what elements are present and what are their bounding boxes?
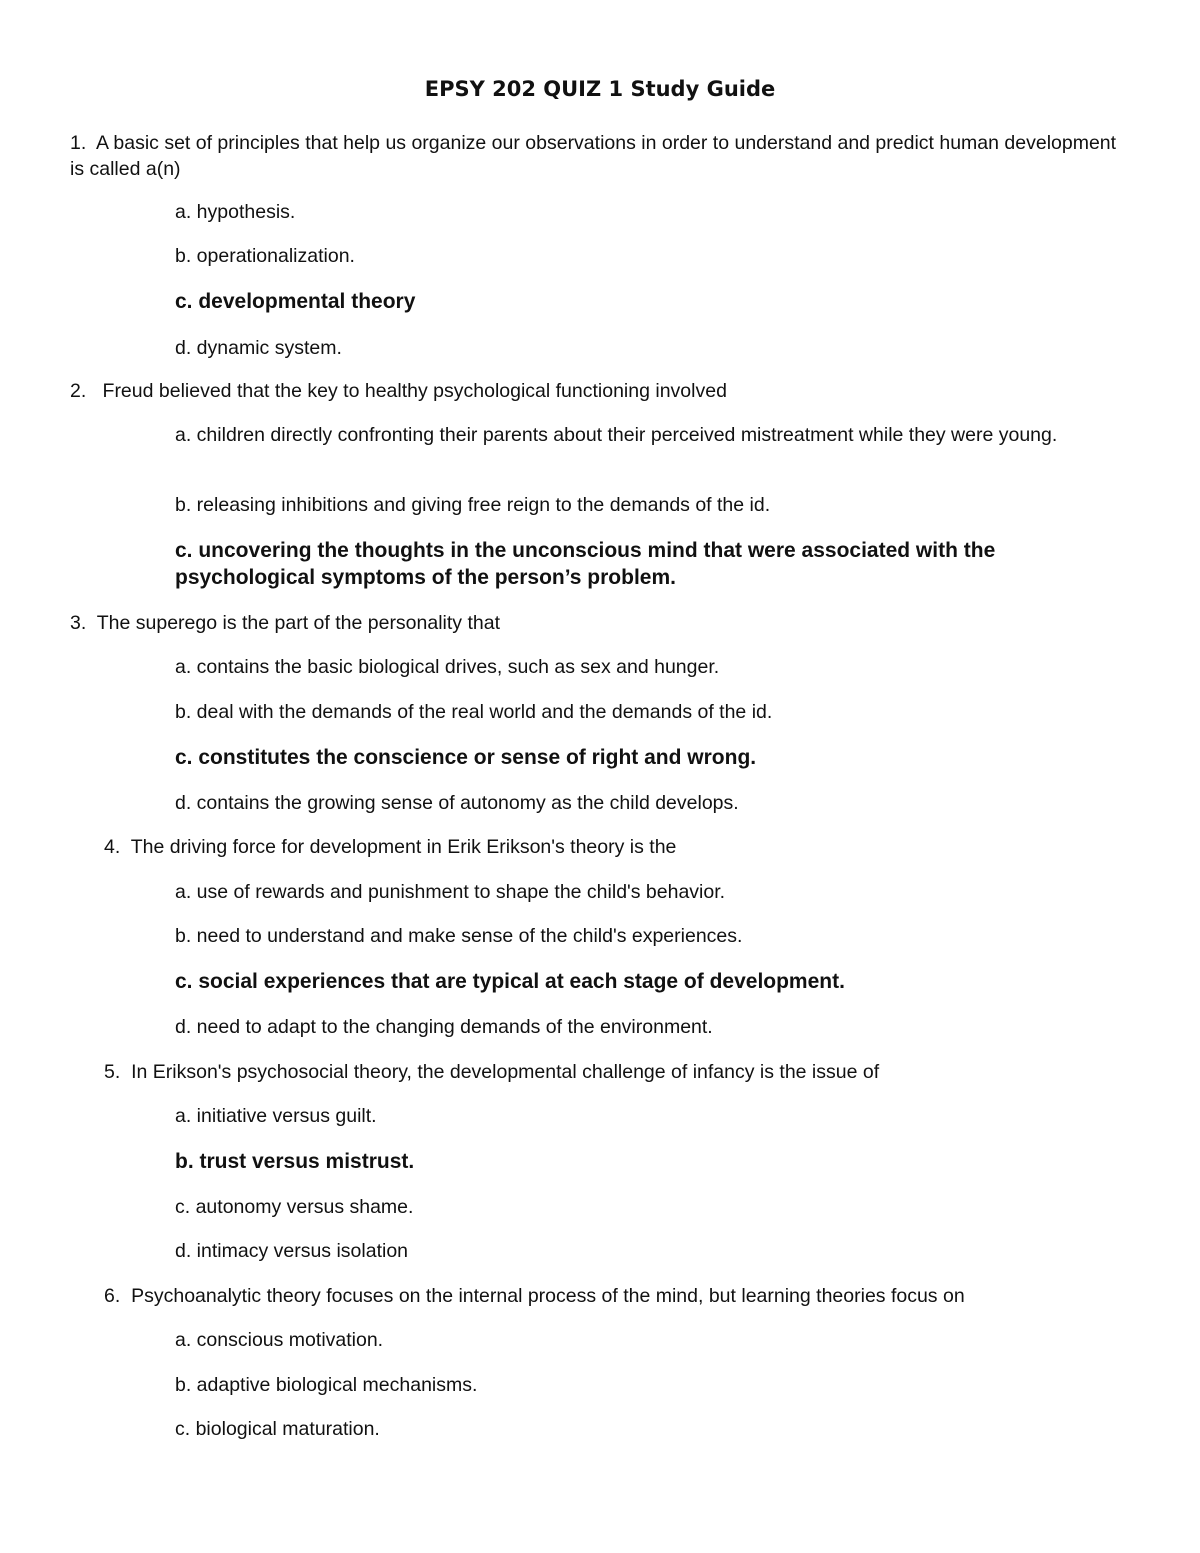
correct-answer-option: b. trust versus mistrust. (175, 1150, 415, 1173)
question-number: 5. (104, 1061, 121, 1083)
answer-option: b. adaptive biological mechanisms. (175, 1374, 478, 1396)
question-number: 2. (70, 380, 87, 402)
question-3 (70, 610, 1130, 636)
question-6 (104, 1283, 1130, 1309)
answer-option: a. use of rewards and punishment to shape the child's behavior. (175, 881, 726, 903)
correct-answer-option: c. social experiences that are typical at each stage of development. (175, 970, 845, 993)
answer-option: c. autonomy versus shame. (175, 1196, 414, 1218)
question-1 (70, 130, 1130, 182)
correct-answer-option: c. developmental theory (175, 290, 416, 313)
question-text: Freud believed that the key to healthy psychological functioning involved (102, 380, 727, 402)
correct-answer-option: c. constitutes the conscience or sense of right and wrong. (175, 746, 757, 769)
answer-option: a. contains the basic biological drives, such as sex and hunger. (175, 656, 720, 678)
question-text: Psychoanalytic theory focuses on the internal process of the mind, but learning theories focus on (131, 1285, 965, 1307)
answer-option: a. initiative versus guilt. (175, 1105, 377, 1127)
question-text: The superego is the part of the personality that (96, 612, 500, 634)
answer-option: d. need to adapt to the changing demands of the environment. (175, 1016, 713, 1038)
answer-option: d. intimacy versus isolation (175, 1240, 409, 1262)
answer-option: a. hypothesis. (175, 201, 296, 223)
answer-option: b. need to understand and make sense of the child's experiences. (175, 925, 743, 947)
question-text: A basic set of principles that help us organize our observations in order to understand and predict human development is called a(n) (70, 132, 1117, 180)
question-number: 1. (70, 132, 87, 154)
question-text: In Erikson's psychosocial theory, the developmental challenge of infancy is the issue of (131, 1061, 880, 1083)
answer-option: d. dynamic system. (175, 337, 342, 359)
answer-option: a. conscious motivation. (175, 1329, 384, 1351)
question-5 (104, 1059, 1130, 1085)
question-number: 6. (104, 1285, 121, 1307)
question-number: 3. (70, 612, 87, 634)
answer-option: b. releasing inhibitions and giving free reign to the demands of the id. (175, 494, 771, 516)
answer-option: c. biological maturation. (175, 1418, 380, 1440)
document-title: EPSY 202 QUIZ 1 Study Guide (424, 77, 776, 101)
answer-option: d. contains the growing sense of autonomy as the child develops. (175, 792, 739, 814)
question-4 (104, 834, 1130, 860)
question-number: 4. (104, 836, 121, 858)
question-text: The driving force for development in Erik Erikson's theory is the (130, 836, 677, 858)
correct-answer-option: c. uncovering the thoughts in the unconscious mind that were associated with the psychological symptoms of the person’s problem. (175, 539, 996, 589)
answer-option: a. children directly confronting their parents about their perceived mistreatment while they were young. (175, 424, 1058, 446)
question-2 (70, 378, 1130, 404)
answer-option: b. deal with the demands of the real world and the demands of the id. (175, 701, 773, 723)
answer-option: b. operationalization. (175, 245, 355, 267)
